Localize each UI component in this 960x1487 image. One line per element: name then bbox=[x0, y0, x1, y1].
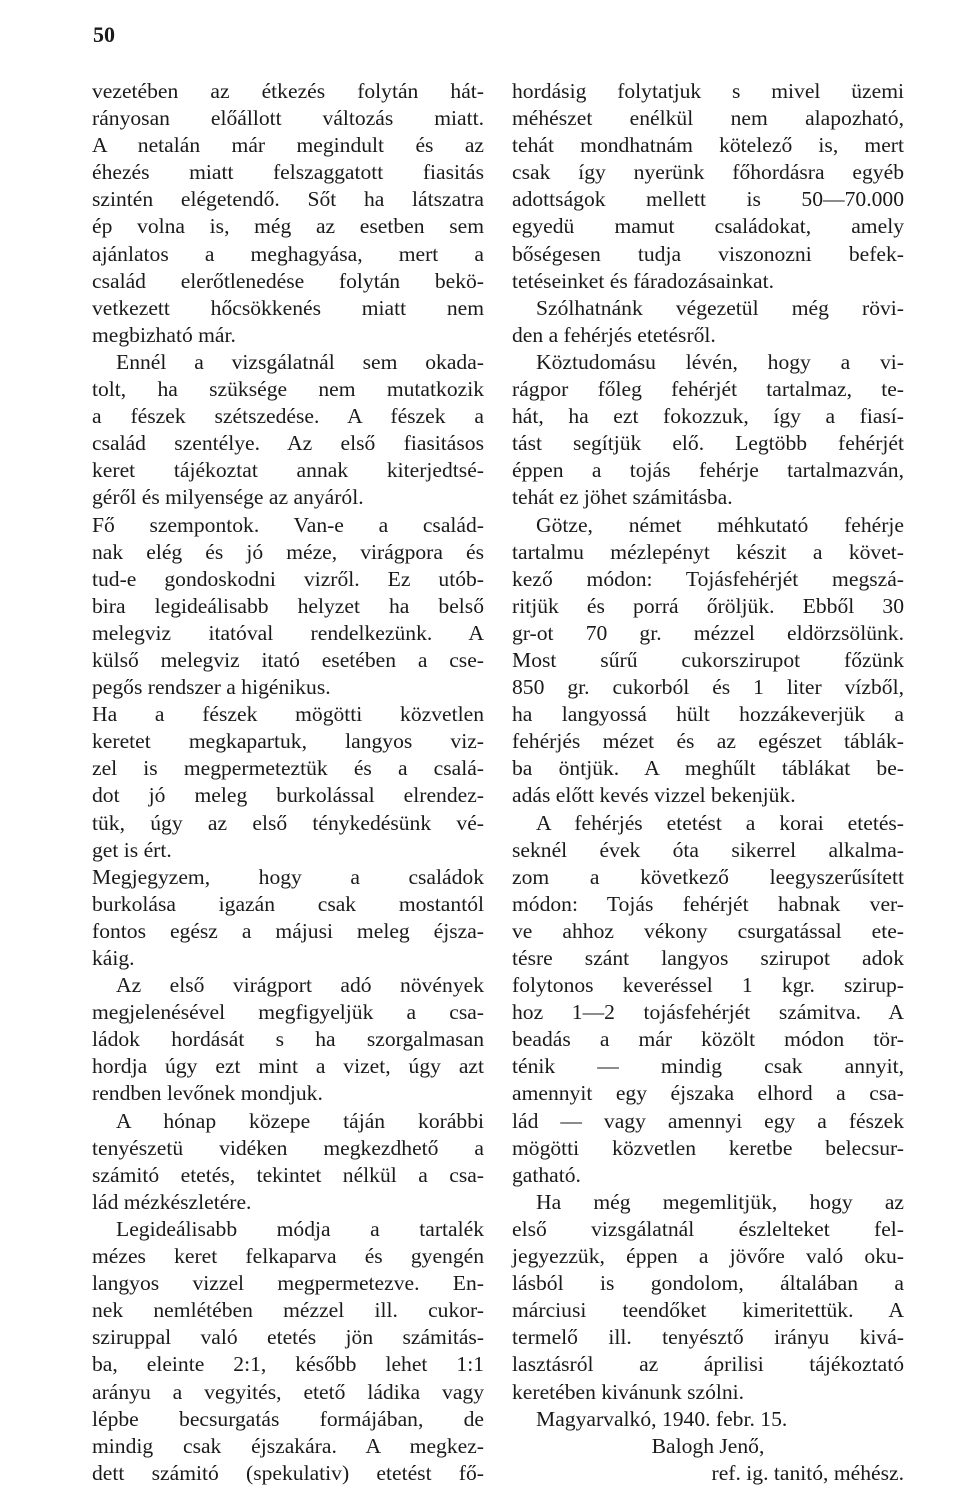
text-line: adás előtt kevés vizzel bekenjük. bbox=[512, 783, 796, 808]
text-line: módon: Tojás fehérjét habnak ver- bbox=[512, 891, 904, 916]
text-line: éppen a tojás fehérje tartalmazván, bbox=[512, 458, 904, 483]
text-line: Megjegyzem, hogy a családok bbox=[92, 864, 484, 889]
text-line: ve ahhoz vékony csurgatással ete- bbox=[512, 918, 904, 943]
text-line: jegyezzük, éppen a jövőre való oku- bbox=[512, 1244, 904, 1269]
text-line: mézes keret felkaparva és gyengén bbox=[92, 1244, 484, 1269]
text-line: hordja úgy ezt mint a vizet, úgy azt bbox=[92, 1054, 484, 1079]
text-line: amennyit egy éjszaka elhord a csa- bbox=[512, 1081, 904, 1106]
text-line: fontos egész a májusi meleg éjsza- bbox=[92, 918, 484, 943]
text-line: folytonos keveréssel 1 kgr. szirup- bbox=[512, 973, 904, 998]
text-line: rágpor főleg fehérjét tartalmaz, te- bbox=[512, 377, 904, 402]
text-line: csak így nyerünk főhordásra egyéb bbox=[512, 160, 904, 185]
text-line: géről és milyensége az anyáról. bbox=[92, 485, 364, 510]
text-line: család szentélye. Az első fiasitásos bbox=[92, 431, 484, 456]
text-line: Magyarvalkó, 1940. febr. 15. bbox=[536, 1406, 788, 1431]
text-line: termelő ill. tenyésztő irányu kivá- bbox=[512, 1325, 904, 1350]
text-line: adottságok mellett is 50—70.000 bbox=[512, 187, 904, 212]
text-line: pegős rendszer a higénikus. bbox=[92, 675, 331, 700]
text-line: a fészek szétszedése. A fészek a bbox=[92, 404, 484, 429]
text-line: gr-ot 70 gr. mézzel eldörzsölünk. bbox=[512, 620, 904, 645]
text-line: méhészet enélkül nem alapozható, bbox=[512, 106, 904, 131]
text-line: rendben levőnek mondjuk. bbox=[92, 1081, 323, 1106]
text-line: hordásig folytatjuk s mivel üzemi bbox=[512, 79, 904, 103]
text-line: beadás a már közölt módon tör- bbox=[512, 1027, 904, 1052]
text-line: éhezés miatt felszaggatott fiasitás bbox=[92, 160, 484, 185]
text-line: tésre szánt langyos szirupot adok bbox=[512, 946, 904, 970]
text-line: mindig csak éjszakára. A megkez- bbox=[92, 1433, 484, 1458]
text-line: bira legideálisabb helyzet ha belső bbox=[92, 593, 484, 618]
text-line: megbizható már. bbox=[92, 322, 236, 347]
text-line: tetéseinket és fáradozásainkat. bbox=[512, 268, 774, 293]
text-line: Balogh Jenő, bbox=[651, 1433, 765, 1458]
text-line: keretében kivánunk szólni. bbox=[512, 1379, 745, 1404]
text-line: fehérjés mézet és az egészet táblák- bbox=[512, 729, 904, 754]
text-line: nak elég és jó méze, virágpora és bbox=[92, 539, 484, 564]
text-line: ténik — mindig csak annyit, bbox=[512, 1054, 904, 1079]
text-line: lásból is gondolom, általában a bbox=[512, 1271, 904, 1296]
text-line: ha langyossá hült hozzákeverjük a bbox=[512, 702, 904, 727]
right-column bbox=[512, 78, 904, 1487]
text-line: langyos vizzel megpermetezve. En- bbox=[92, 1271, 484, 1296]
text-line: szintén elégetendő. Sőt ha látszatra bbox=[92, 187, 484, 212]
text-line: rányosan előállott változás miatt. bbox=[92, 106, 484, 131]
text-line: Ha még megemlitjük, hogy az bbox=[536, 1189, 904, 1214]
text-line: burkolása igazán csak mostantól bbox=[92, 891, 484, 916]
text-line: egyedü mamut családokat, amely bbox=[512, 214, 904, 239]
text-line: melegviz itatóval rendelkezünk. A bbox=[92, 620, 484, 645]
text-line: ref. ig. tanitó, méhész. bbox=[711, 1460, 904, 1485]
text-line: A netalán már megindult és az bbox=[92, 133, 484, 158]
text-line: ba, eleinte 2:1, később lehet 1:1 bbox=[92, 1352, 484, 1377]
text-line: Most sűrű cukorszirupot főzünk bbox=[512, 647, 904, 672]
text-line: Ennél a vizsgálatnál sem okada- bbox=[116, 349, 484, 374]
text-line: tartalmu mézlepényt készit a követ- bbox=[512, 539, 904, 564]
text-line: seknél évek óta sikerrel alkalma- bbox=[512, 837, 904, 862]
text-line: 850 gr. cukorból és 1 liter vízből, bbox=[512, 675, 904, 700]
text-line: vezetében az étkezés folytán hát- bbox=[92, 79, 484, 103]
text-line: ládok hordását s ha szorgalmasan bbox=[92, 1027, 484, 1052]
text-line: ritjük és porrá őröljük. Ebből 30 bbox=[512, 593, 904, 618]
text-line: bőségesen tudja viszonozni befek- bbox=[512, 241, 904, 266]
text-line: első vizsgálatnál észlelteket fel- bbox=[512, 1216, 904, 1241]
text-line: tehát ez jöhet számitásba. bbox=[512, 485, 733, 510]
text-line: nek nemlétében mézzel ill. cukor- bbox=[92, 1298, 484, 1323]
text-line: dot jó meleg burkolással elrendez- bbox=[92, 783, 484, 808]
text-line: Köztudomásu lévén, hogy a vi- bbox=[536, 349, 904, 374]
text-line: ajánlatos a meghagyása, mert a bbox=[92, 241, 484, 266]
text-line: get is ért. bbox=[92, 837, 172, 862]
text-line: Az első virágport adó növények bbox=[116, 973, 484, 998]
text-line: lépbe becsurgatás formájában, de bbox=[92, 1406, 484, 1431]
text-line: den a fehérjés etetésről. bbox=[512, 322, 716, 347]
text-line: Fő szempontok. Van-e a család- bbox=[92, 512, 484, 537]
text-line: Götze, német méhkutató fehérje bbox=[536, 512, 904, 537]
text-line: lasztásról az áprilisi tájékoztató bbox=[512, 1352, 904, 1377]
text-line: Legideálisabb módja a tartalék bbox=[116, 1216, 484, 1241]
text-line: zel is megpermeteztük és a csalá- bbox=[92, 756, 484, 781]
text-line: Szólhatnánk végezetül még rövi- bbox=[536, 295, 904, 320]
page-number: 50 bbox=[93, 22, 115, 47]
text-line: keretet megkapartuk, langyos viz- bbox=[92, 729, 484, 754]
text-line: mögötti közvetlen keretbe belecsur- bbox=[512, 1135, 904, 1160]
text-line: számitó etetés, tekintet nélkül a csa- bbox=[92, 1162, 484, 1187]
text-line: tást segítjük elő. Legtöbb fehérjét bbox=[512, 431, 904, 456]
text-line: ba öntjük. A meghűlt táblákat be- bbox=[512, 756, 904, 781]
text-line: keret tájékoztat annak kiterjedtsé- bbox=[92, 458, 484, 483]
text-line: márciusi teendőket kimeritettük. A bbox=[512, 1298, 904, 1323]
text-line: megjelenésével megfigyeljük a csa- bbox=[92, 1000, 484, 1025]
text-line: Ha a fészek mögötti közvetlen bbox=[92, 702, 484, 727]
text-line: ép volna is, még az esetben sem bbox=[92, 214, 484, 239]
text-line: család elerőtlenedése folytán bekö- bbox=[92, 268, 484, 293]
text-line: lád — vagy amennyi egy a fészek bbox=[512, 1108, 904, 1133]
text-line: külső melegviz itató esetében a cse- bbox=[92, 647, 484, 672]
text-line: vetkezett hőcsökkenés miatt nem bbox=[92, 295, 484, 320]
text-line: tud-e gondoskodni vizről. Ez utób- bbox=[92, 566, 484, 591]
left-column bbox=[92, 78, 484, 1487]
text-line: tük, úgy az első ténykedésünk vé- bbox=[92, 810, 484, 835]
text-line: tolt, ha szüksége nem mutatkozik bbox=[92, 377, 484, 402]
text-line: káig. bbox=[92, 946, 135, 970]
text-line: A fehérjés etetést a korai etetés- bbox=[536, 810, 904, 835]
text-line: lád mézkészletére. bbox=[92, 1189, 252, 1214]
text-line: A hónap közepe táján korábbi bbox=[116, 1108, 484, 1133]
text-line: kező módon: Tojásfehérjét megszá- bbox=[512, 566, 904, 591]
text-line: tenyészetü vidéken megkezdhető a bbox=[92, 1135, 484, 1160]
text-line: sziruppal való etetés jön számitás- bbox=[92, 1325, 484, 1350]
text-line: zom a következő leegyszerűsített bbox=[512, 864, 904, 889]
text-line: arányu a vegyités, etető ládika vagy bbox=[92, 1379, 484, 1404]
text-line: gatható. bbox=[512, 1162, 581, 1187]
text-line: hát, ha ezt fokozzuk, így a fiasí- bbox=[512, 404, 904, 429]
text-line: tehát mondhatnám kötelező is, mert bbox=[512, 133, 904, 158]
text-line: hoz 1—2 tojásfehérjét számitva. A bbox=[512, 1000, 904, 1025]
text-line: dett számitó (spekulativ) etetést fő- bbox=[92, 1460, 484, 1485]
